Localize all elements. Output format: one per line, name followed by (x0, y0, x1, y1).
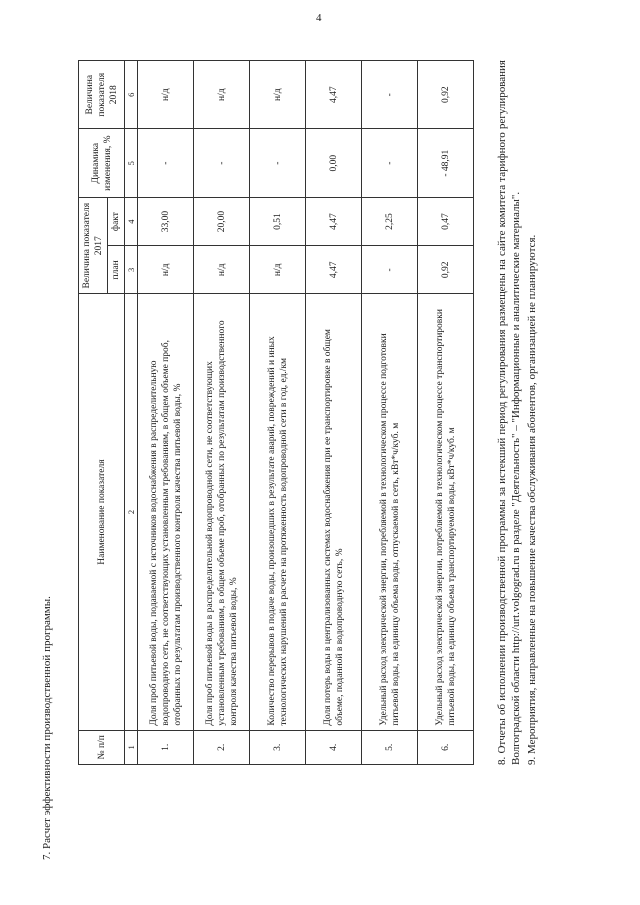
row-value-2018: 4,47 (306, 61, 362, 129)
table-index-row (125, 61, 138, 765)
row-plan: 0,92 (418, 246, 474, 294)
row-fact: 20,00 (194, 197, 250, 245)
efficiency-table (78, 60, 474, 765)
header-num: № п/п (79, 730, 125, 764)
header-dynamics: Динамика изменения, % (79, 129, 125, 197)
footnote-8: 8. Отчеты об исполнении производственной программы за истекший период регулирования размещены на сайте комитета тарифного регулирования Волгоградской области http://urt.volgograd.ru в разделе "Деятельность" – "Информационные и аналитические материалы". (496, 60, 522, 765)
row-plan: н/д (250, 246, 306, 294)
row-value-2018: - (362, 61, 418, 129)
row-name: Количество перерывов в подаче воды, произошедших в результате аварий, повреждений и иных технологических нарушений в расчете на протяженность водопроводной сети в год, ед./км (250, 294, 306, 730)
header-plan: план (108, 246, 125, 294)
row-plan: н/д (138, 246, 194, 294)
row-fact: 33,00 (138, 197, 194, 245)
row-dynamics: - 48,91 (418, 129, 474, 197)
table-row (362, 61, 418, 765)
row-value-2018: н/д (250, 61, 306, 129)
table-header-row (79, 61, 108, 765)
row-value-2018: н/д (138, 61, 194, 129)
row-name: Доля проб питьевой воды в распределительной водопроводной сети, не соответствующих установленным требованиям, в общем объеме проб, отобранных по результатам производственного контроля качества питьевой воды, % (194, 294, 250, 730)
index-cell: 5 (125, 129, 138, 197)
row-dynamics: - (194, 129, 250, 197)
row-name: Удельный расход электрической энергии, потребляемой в технологическом процессе подготовки питьевой воды, на единицу объема воды, отпускаемой в сеть, кВт*ч/куб. м (362, 294, 418, 730)
row-fact: 4,47 (306, 197, 362, 245)
table-row (250, 61, 306, 765)
row-fact: 2,25 (362, 197, 418, 245)
index-cell: 1 (125, 730, 138, 764)
row-name: Удельный расход электрической энергии, потребляемой в технологическом процессе транспортировки питьевой воды, на единицу объема транспортируемой воды, кВт*ч/куб. м (418, 294, 474, 730)
row-value-2018: н/д (194, 61, 250, 129)
table-row (306, 61, 362, 765)
row-num: 3. (250, 730, 306, 764)
row-plan: н/д (194, 246, 250, 294)
row-fact: 0,51 (250, 197, 306, 245)
row-dynamics: - (250, 129, 306, 197)
header-fact: факт (108, 197, 125, 245)
row-fact: 0,47 (418, 197, 474, 245)
header-value-2018: Величина показателя 2018 (79, 61, 125, 129)
row-name: Доля проб питьевой воды, подаваемой с источников водоснабжения в распределительную водопроводную сеть, не соответствующих установленным требованиям, в общем объеме проб, отобранных по результатам производственного контроля качества питьевой воды, % (138, 294, 194, 730)
row-dynamics: 0,00 (306, 129, 362, 197)
footnotes (495, 60, 541, 765)
index-cell: 4 (125, 197, 138, 245)
row-num: 5. (362, 730, 418, 764)
row-num: 4. (306, 730, 362, 764)
table-row (138, 61, 194, 765)
row-value-2018: 0,92 (418, 61, 474, 129)
table-row (418, 61, 474, 765)
index-cell: 2 (125, 294, 138, 730)
header-value-2017: Величина показателя 2017 (79, 197, 108, 294)
index-cell: 3 (125, 246, 138, 294)
row-plan: 4,47 (306, 246, 362, 294)
row-dynamics: - (138, 129, 194, 197)
index-cell: 6 (125, 61, 138, 129)
table-row (194, 61, 250, 765)
footnote-9: 9. Мероприятия, направленные на повышение качества обслуживания абонентов, организацией не планируются. (526, 234, 538, 765)
page-number: 4 (316, 12, 322, 24)
row-name: Доля потерь воды в централизованных системах водоснабжения при ее транспортировке в общем объеме, поданной в водопроводную сеть, % (306, 294, 362, 730)
row-num: 6. (418, 730, 474, 764)
row-plan: - (362, 246, 418, 294)
header-name: Наименование показателя (79, 294, 125, 730)
row-num: 2. (194, 730, 250, 764)
row-dynamics: - (362, 129, 418, 197)
section-heading: 7. Расчет эффективности производственной программы. (41, 596, 53, 860)
rotated-page-content (40, 60, 580, 860)
row-num: 1. (138, 730, 194, 764)
